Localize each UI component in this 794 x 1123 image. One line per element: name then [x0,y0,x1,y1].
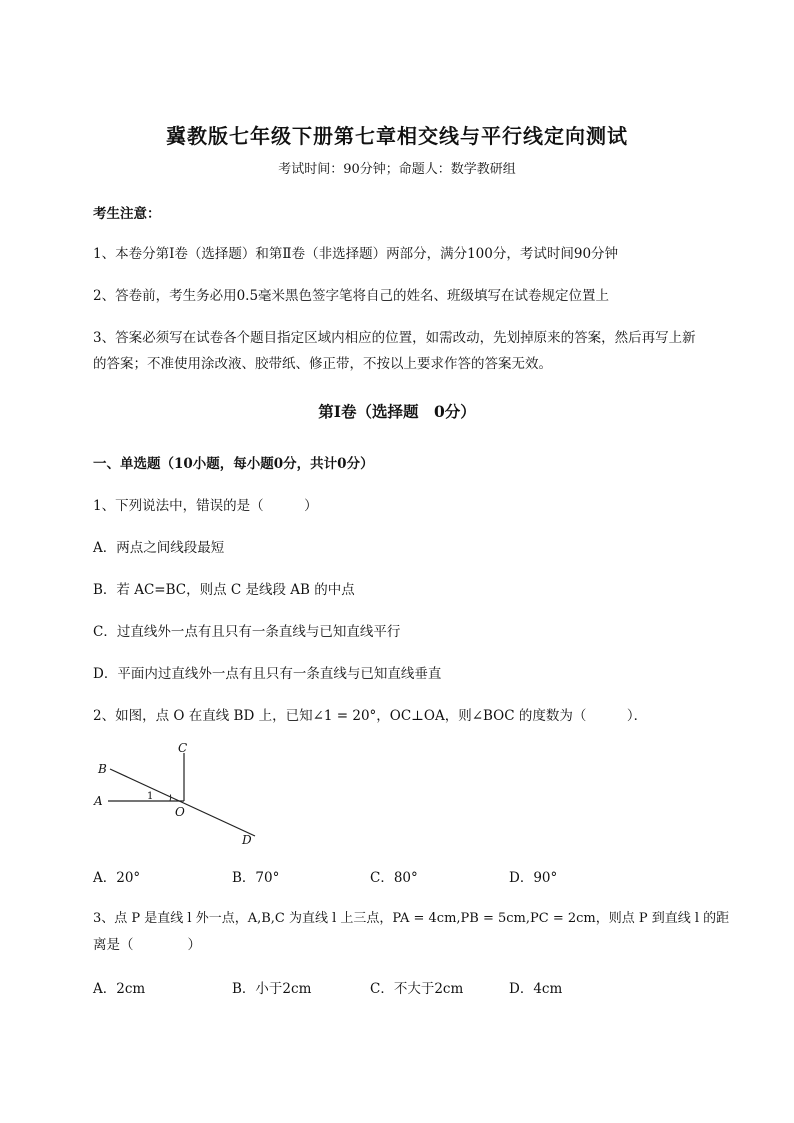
q1-option-b: B．若 AC=BC，则点 C 是线段 AB 的中点 [93,582,355,598]
q2-option-d: D．90° [509,870,558,886]
line-bd [110,769,255,836]
q3-option-b: B．小于2cm [232,981,312,997]
q3-option-c: C．不大于2cm [370,981,464,997]
notice-heading: 考生注意： [93,206,161,222]
q3-option-a: A．2cm [93,981,146,997]
label-c: C [178,741,188,755]
q1-option-d: D．平面内过直线外一点有且只有一条直线与已知直线垂直 [93,666,442,682]
exam-subtitle: 考试时间：90分钟；命题人：数学教研组 [278,162,516,177]
label-o: O [175,805,185,819]
q3-option-d: D．4cm [509,981,563,997]
notice-item-3-continued: 的答案；不准使用涂改液、胶带纸、修正带，不按以上要求作答的答案无效。 [93,356,552,372]
question-3-stem-line-1: 3、点 P 是直线 l 外一点，A,B,C 为直线 l 上三点，PA = 4cm,PB = 5cm,PC = 2cm，则点 P 到直线 l 的距 [93,911,730,926]
angle-diagram [90,738,270,850]
angle-1-arc [170,795,171,802]
label-angle-1: 1 [147,791,154,802]
label-d: D [242,833,252,847]
question-1-stem: 1、下列说法中，错误的是（ ） [93,498,318,514]
q2-option-a: A．20° [93,870,141,886]
page-title: 冀教版七年级下册第七章相交线与平行线定向测试 [166,124,628,148]
notice-item-3: 3、答案必须写在试卷各个题目指定区域内相应的位置，如需改动，先划掉原来的答案，然后再写上新 [93,330,696,346]
q1-option-c: C．过直线外一点有且只有一条直线与已知直线平行 [93,624,401,640]
section-title: 第I卷（选择题 0分） [318,402,476,421]
label-b: B [98,762,107,776]
question-2-stem: 2、如图，点 O 在直线 BD 上，已知∠1 = 20°，OC⊥OA，则∠BOC 的度数为（ ）． [93,708,648,724]
q2-option-c: C．80° [370,870,418,886]
notice-item-1: 1、本卷分第I卷（选择题）和第Ⅱ卷（非选择题）两部分，满分100分，考试时间90分钟 [93,246,619,262]
q2-option-b: B．70° [232,870,280,886]
q1-option-a: A．两点之间线段最短 [93,540,225,556]
label-a: A [94,794,103,808]
notice-item-2: 2、答卷前，考生务必用0.5毫米黑色签字笔将自己的姓名、班级填写在试卷规定位置上 [93,288,610,304]
question-3-stem-line-2: 离是（ ） [93,937,201,953]
part-heading: 一、单选题（10小题，每小题0分，共计0分） [93,456,374,472]
